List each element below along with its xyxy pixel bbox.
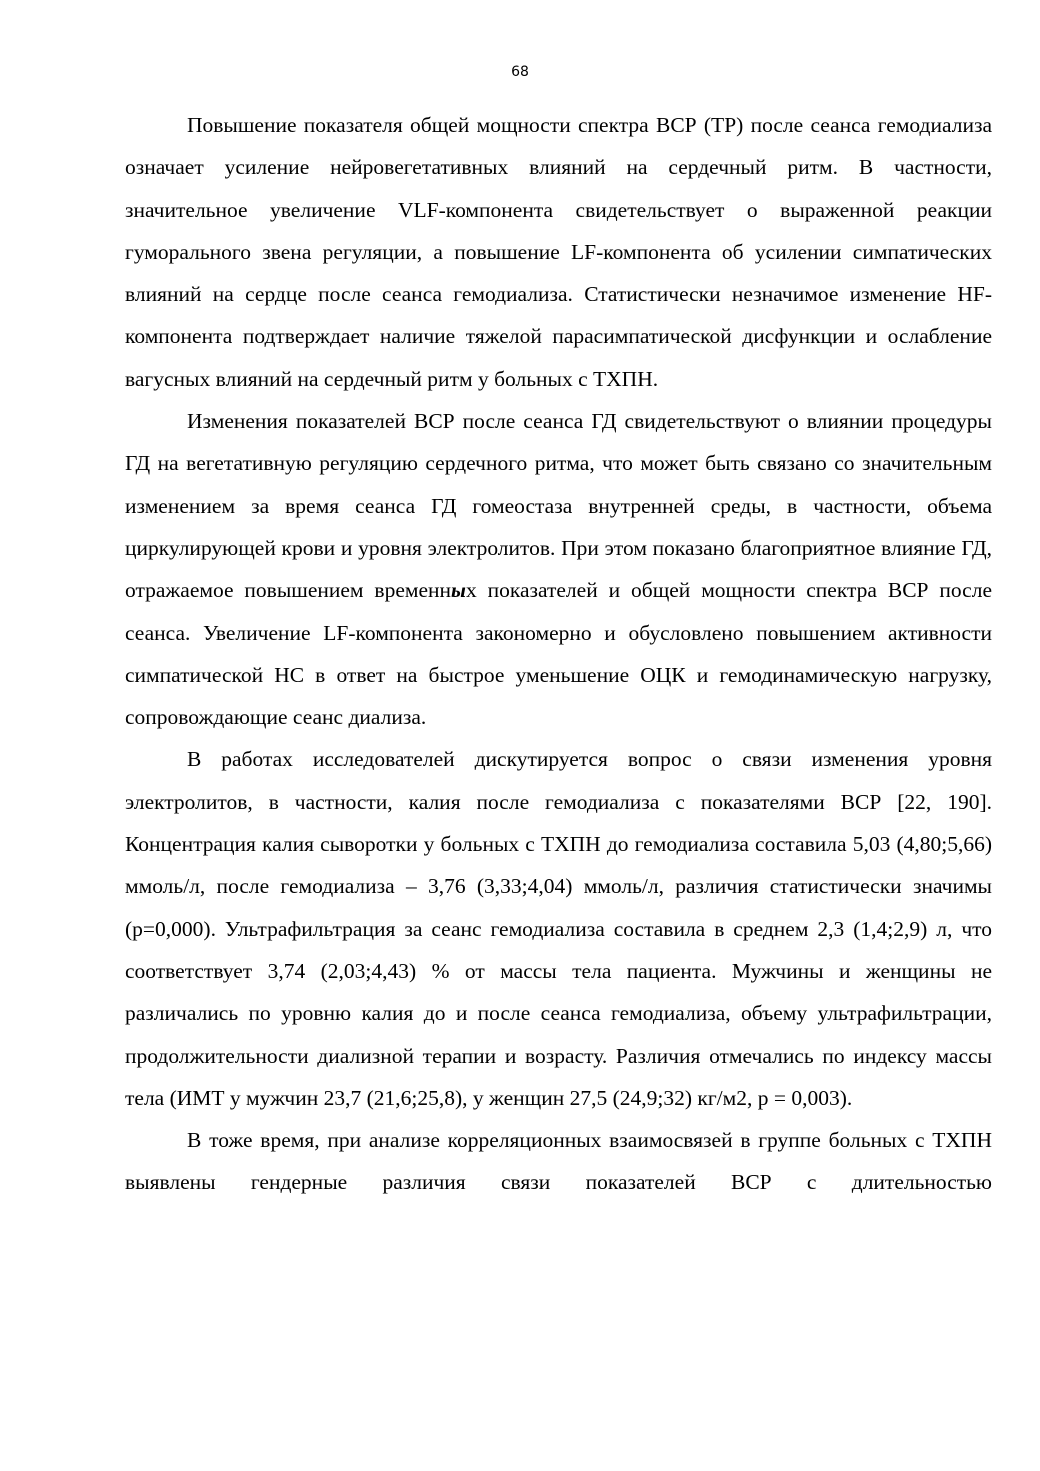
paragraph-3: В работах исследователей дискутируется вопрос о связи изменения уровня электролитов, в частности, калия после гемодиализа с показателями ВСР [22, 190]. Концентрация калия сыворотки у больных с ТХПН до гемодиализа составила 5,03 (4,80;5,66) ммоль/л, после гемодиализа – 3,76 (3,33;4,04) ммоль/л, различия статистически значимы (р=0,000). Ультрафильтрация за сеанс гемодиализа составила в среднем 2,3 (1,4;2,9) л, что соответствует 3,74 (2,03;4,43) % от массы тела пациента. Мужчины и женщины не различались по уровню калия до и после сеанса гемодиализа, объему ультрафильтрации, продолжительности диализной терапии и возрасту. Различия отмечались по индексу массы тела (ИМТ у мужчин 23,7 (21,6;25,8), у женщин 27,5 (24,9;32) кг/м2, р = 0,003). bbox=[125, 747, 992, 1110]
paragraph-4: В тоже время, при анализе корреляционных взаимосвязей в группе больных с ТХПН выявлены гендерные различия связи показателей ВСР с длительностью bbox=[125, 1128, 992, 1195]
document-body bbox=[125, 104, 992, 1204]
paragraph-2-emphasis: ы bbox=[451, 578, 466, 603]
paragraph-2-text-end: х показателей и общей мощности спектра ВСР после сеанса. Увеличение LF-компонента закономерно и обусловлено повышением активности симпатической НС в ответ на быстрое уменьшение ОЦК и гемодинамическую нагрузку, сопровождающие сеанс диализа. bbox=[125, 578, 992, 730]
paragraph-2-text-start: Изменения показателей ВСР после сеанса ГД свидетельствуют о влиянии процедуры ГД на вегетативную регуляцию сердечного ритма, что может быть связано со значительным изменением за время сеанса ГД гомеостаза внутренней среды, в частности, объема циркулирующей крови и уровня электролитов. При этом показано благоприятное влияние ГД, отражаемое повышением временн bbox=[125, 409, 992, 603]
paragraph-1: Повышение показателя общей мощности спектра ВСР (TP) после сеанса гемодиализа означает усиление нейровегетативных влияний на сердечный ритм. В частности, значительное увеличение VLF-компонента свидетельствует о выраженной реакции гуморального звена регуляции, а повышение LF-компонента об усилении симпатических влияний на сердце после сеанса гемодиализа. Статистически незначимое изменение HF-компонента подтверждает наличие тяжелой парасимпатической дисфункции и ослабление вагусных влияний на сердечный ритм у больных с ТХПН. bbox=[125, 113, 992, 391]
paragraph-2 bbox=[125, 400, 992, 738]
page-number: 68 bbox=[511, 64, 529, 80]
